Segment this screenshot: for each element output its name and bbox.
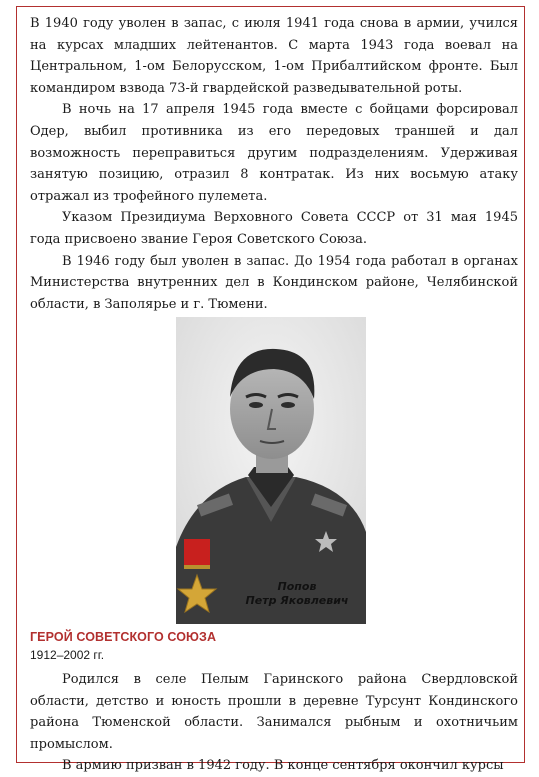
photo-caption (227, 580, 367, 608)
biography-top-text (30, 13, 518, 315)
medal-ribbon-icon (184, 539, 210, 565)
paragraph-4: В 1946 году был уволен в запас. До 1954 года работал в органах Министерства внутренних дел в Кондинском районе, Челябинской области, в Заполярье и г. Тюмени. (30, 253, 518, 312)
portrait-photo (176, 317, 366, 624)
paragraph-5: Родился в селе Пелым Гаринского района Свердловской области, детство и юность прошли в деревне Турсунт Кондинского района Тюменской области. Занимался рыбным и охотничьим промыслом. (30, 672, 518, 752)
portrait-image (176, 317, 366, 624)
hero-title: ГЕРОЙ СОВЕТСКОГО СОЮЗА (30, 630, 217, 644)
biography-bottom-text (30, 669, 518, 777)
caption-name: Петр Яковлевич (245, 594, 349, 607)
paragraph-3: Указом Президиума Верховного Совета СССР от 31 мая 1945 года присвоено звание Героя Советского Союза. (30, 210, 518, 247)
life-years: 1912–2002 гг. (30, 648, 105, 662)
paragraph-6: В армию призван в 1942 году. В конце сентября окончил курсы (62, 758, 504, 774)
paragraph-1: В 1940 году уволен в запас, с июля 1941 года снова в армии, учился на курсах младших лейтенантов. С марта 1943 года воевал на Центральном, 1-ом Белорусском, 1-ом Прибалтийском фронте. Был командиром взвода 73-й гвардейской разведывательной роты. (30, 16, 518, 96)
paragraph-2: В ночь на 17 апреля 1945 года вместе с бойцами форсировал Одер, выбил противника из его передовых траншей и дал возможность переправиться другим подразделениям. Удерживая занятую позицию, отразил 8 контратак. Из них восьмую атаку отражал из трофейного пулемета. (30, 102, 518, 204)
caption-surname: Попов (277, 580, 317, 593)
